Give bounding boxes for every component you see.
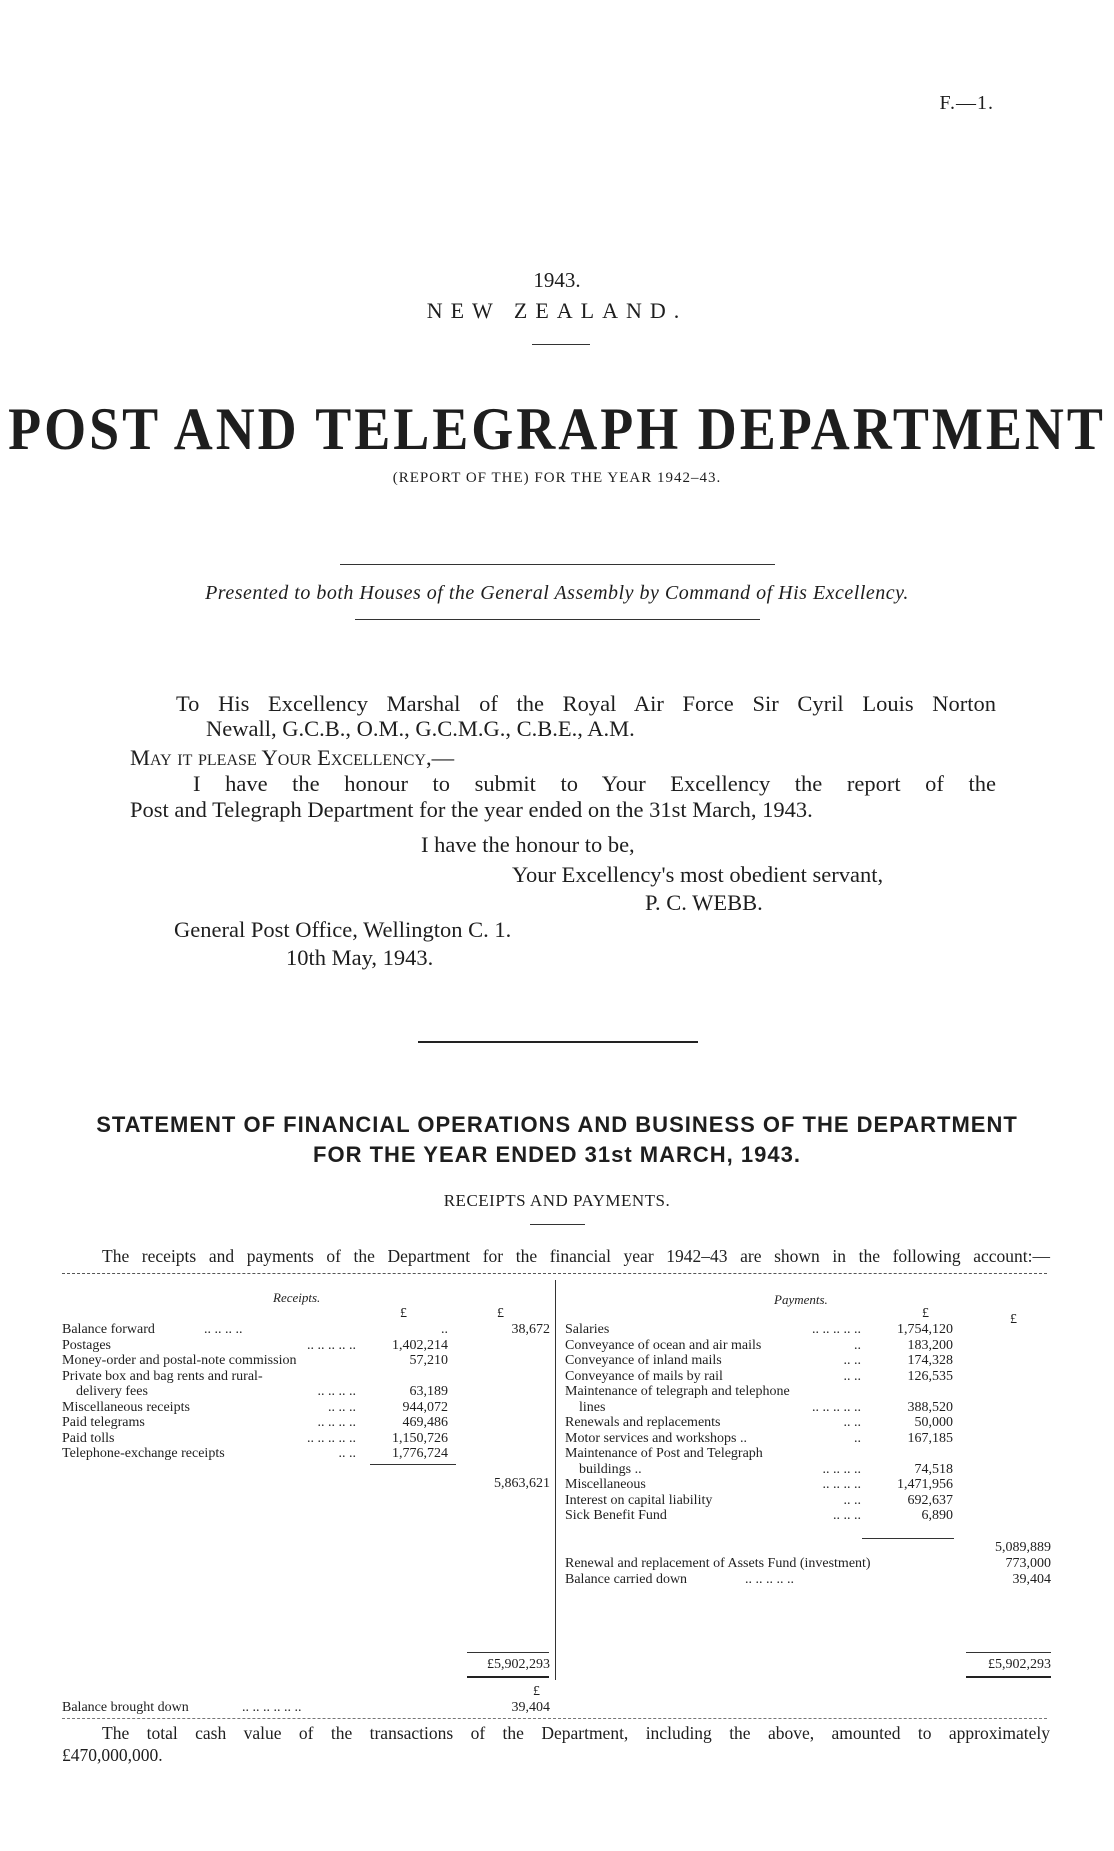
letter-signatory: P. C. WEBB. [645,890,763,915]
line-value: 388,520 [907,1399,953,1415]
payments-list [565,1322,953,1524]
line-value: 126,535 [907,1368,953,1384]
ledger-row [62,1353,448,1369]
line-value: 57,210 [409,1353,448,1368]
divider [355,619,760,620]
leader-dots: .. .. .. .. [204,1322,243,1337]
payments-header: Payments. [774,1292,828,1307]
ledger-row [565,1477,953,1493]
ledger-row [62,1400,448,1416]
line-value: 1,471,956 [897,1477,953,1492]
line-label: Balance brought down [62,1700,189,1715]
line-label: buildings .. [579,1461,642,1477]
leader-dots: .. .. [843,1415,861,1430]
line-value: 63,189 [409,1384,448,1399]
letter-salutation: May it please Your Excellency,— [130,745,455,770]
ledger-row [565,1369,953,1385]
brought-down-currency: £ [533,1684,540,1699]
line-label: Renewals and replacements [565,1415,721,1430]
line-value: 74,518 [914,1461,953,1477]
ledger-row [565,1353,953,1369]
line-value: 183,200 [907,1337,953,1353]
divider [530,1224,585,1225]
line-label: Conveyance of mails by rail [565,1368,723,1384]
table-bottom-rule [62,1718,1047,1719]
receipts-header: Receipts. [273,1290,321,1305]
brought-down-value: 39,404 [511,1700,550,1715]
leader-dots: .. .. [843,1492,861,1508]
receipts-currency: £ [400,1306,407,1321]
presentation-line: Presented to both Houses of the General Assembly by Command of His Excellency. [205,582,909,604]
leader-dots: .. .. .. .. .. [745,1572,794,1587]
leader-dots: .. .. .. .. .. [812,1399,861,1415]
line-label: Miscellaneous [565,1477,646,1492]
ledger-row [565,1322,953,1338]
letter-address-line-2: Newall, G.C.B., O.M., G.C.M.G., C.B.E., A.M. [206,716,635,741]
renewal-fund-value: 773,000 [1005,1556,1051,1571]
letter-body-line-1: I have the honour to submit to Your Excellency the report of the [193,771,996,796]
page-title: POST AND TELEGRAPH DEPARTMENT [8,395,1106,463]
line-label: Paid tolls [62,1430,115,1446]
ledger-row [565,1384,953,1400]
statement-intro: The receipts and payments of the Department for the financial year 1942–43 are shown in the following account:— [102,1246,1050,1266]
leader-dots: .. [854,1337,861,1353]
report-year: 1943. [533,268,581,292]
double-rule [467,1676,549,1678]
line-value: 167,185 [907,1430,953,1446]
line-label: Interest on capital liability [565,1492,713,1508]
ledger-row [565,1462,953,1478]
line-label: Balance forward [62,1322,155,1337]
line-label: Maintenance of telegraph and telephone [565,1384,790,1399]
subtotal-rule [862,1538,954,1539]
subtotal-rule [370,1464,456,1465]
leader-dots: .. .. .. .. [822,1461,861,1477]
ledger-row [565,1431,953,1447]
ledger-row [62,1415,448,1431]
line-label: Sick Benefit Fund [565,1508,667,1523]
letter-body-line-2: Post and Telegraph Department for the year ended on the 31st March, 1943. [130,797,813,822]
leader-dots: .. .. .. .. .. [812,1322,861,1337]
total-rule [966,1652,1051,1653]
line-label: Conveyance of inland mails [565,1353,722,1368]
leader-dots: .. .. .. [328,1399,356,1415]
receipts-subtotal: 5,863,621 [494,1476,550,1491]
line-label: lines [579,1399,606,1415]
line-label: Miscellaneous receipts [62,1399,190,1415]
line-value: 692,637 [907,1492,953,1508]
leader-dots: .. .. [843,1353,861,1368]
ledger-row [565,1415,953,1431]
subtotal-value: .. [441,1322,448,1337]
ledger-row [62,1369,448,1385]
leader-dots: .. .. .. .. [317,1415,356,1430]
ledger-row [565,1508,953,1524]
letter-address-line-1: To His Excellency Marshal of the Royal Air Force Sir Cyril Louis Norton [176,691,996,716]
divider [418,1041,698,1043]
payments-subtotal: 5,089,889 [995,1540,1051,1555]
balance-carried-value: 39,404 [1012,1572,1051,1587]
line-label: Private box and bag rents and rural- [62,1368,263,1384]
leader-dots: .. .. [843,1368,861,1384]
total-value: 38,672 [511,1322,550,1337]
leader-dots: .. .. .. .. .. [307,1337,356,1353]
leader-dots: .. .. .. [833,1508,861,1523]
statement-heading-line-2: FOR THE YEAR ENDED 31st MARCH, 1943. [313,1142,801,1167]
line-label: Paid telegrams [62,1415,145,1430]
ledger-row [565,1400,953,1416]
line-label: Maintenance of Post and Telegraph [565,1446,763,1461]
ledger-row [565,1493,953,1509]
line-label: Renewal and replacement of Assets Fund (investment) [565,1556,871,1571]
letter-date: 10th May, 1943. [286,945,434,970]
leader-dots: .. .. .. .. .. [307,1430,356,1446]
payments-currency: £ [922,1306,929,1321]
ledger-row [62,1446,448,1462]
letter-closing: I have the honour to be, [421,832,635,857]
divider [532,344,590,345]
receipts-total-currency: £ [497,1306,504,1321]
line-label: Money-order and postal-note commission [62,1353,297,1368]
country-name: NEW ZEALAND. [426,298,688,323]
table-top-rule [62,1273,1047,1274]
leader-dots: .. .. .. .. [822,1477,861,1492]
receipts-balance-forward [62,1322,550,1338]
page-subtitle: (REPORT OF THE) FOR THE YEAR 1942–43. [392,470,722,486]
line-label: Motor services and workshops .. [565,1430,747,1446]
double-rule [966,1676,1051,1678]
line-value: 944,072 [402,1399,448,1415]
line-value: 1,754,120 [897,1322,953,1337]
payments-grand-total: £5,902,293 [988,1657,1051,1672]
line-label: delivery fees [76,1384,148,1399]
footer-line-1: The total cash value of the transactions of the Department, including the above, amounted to approximately [102,1723,1050,1743]
leader-dots: .. .. .. .. [317,1384,356,1399]
ledger-row [62,1338,448,1354]
column-divider [555,1280,556,1680]
line-value: 1,776,724 [392,1446,448,1461]
statement-heading-line-1: STATEMENT OF FINANCIAL OPERATIONS AND BUSINESS OF THE DEPARTMENT [96,1112,1018,1137]
ledger-row [565,1338,953,1354]
line-value: 1,402,214 [392,1337,448,1353]
line-label: Postages [62,1337,111,1353]
ledger-row [62,1384,448,1400]
line-label: Salaries [565,1322,610,1337]
leader-dots: .. .. [338,1446,356,1461]
line-label: Conveyance of ocean and air mails [565,1337,762,1353]
document-reference: F.—1. [939,92,994,114]
line-label: Telephone-exchange receipts [62,1446,225,1461]
ledger-row [62,1431,448,1447]
divider [340,564,775,565]
receipts-list [62,1338,448,1462]
line-value: 6,890 [921,1508,953,1523]
line-value: 50,000 [914,1415,953,1430]
leader-dots: .. .. .. .. .. .. [242,1700,302,1715]
line-value: 174,328 [907,1353,953,1368]
payments-total-currency: £ [1010,1312,1017,1327]
line-value: 469,486 [402,1415,448,1430]
letter-place: General Post Office, Wellington C. 1. [174,917,512,942]
total-rule [467,1652,549,1653]
receipts-grand-total: £5,902,293 [487,1657,550,1672]
leader-dots: .. [854,1430,861,1446]
line-value: 1,150,726 [392,1430,448,1446]
line-label: Balance carried down [565,1572,688,1587]
balance-carried-line [565,1572,1051,1588]
footer-line-2: £470,000,000. [62,1745,163,1765]
letter-servant-line: Your Excellency's most obedient servant, [512,862,884,887]
renewal-fund-line [565,1556,1051,1572]
balance-brought-down [62,1700,550,1716]
statement-subheading: RECEIPTS AND PAYMENTS. [443,1191,671,1210]
ledger-row [565,1446,953,1462]
